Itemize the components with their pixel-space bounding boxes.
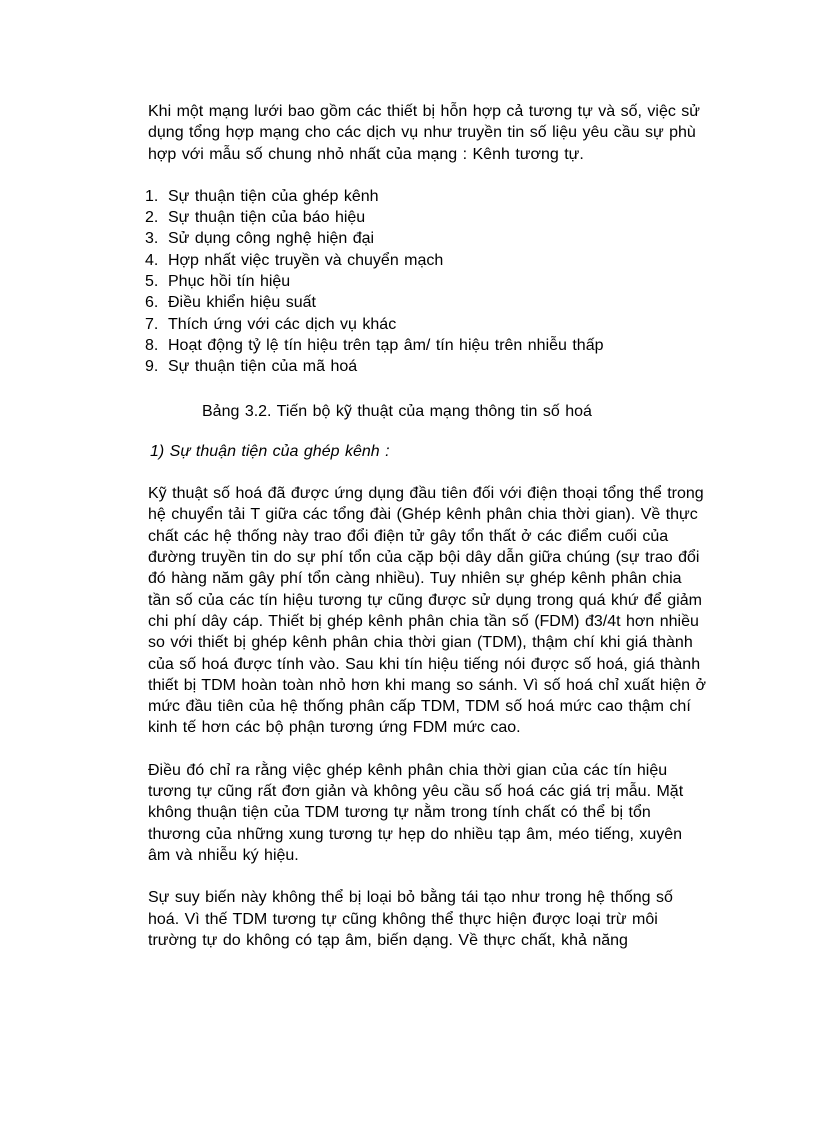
list-item [145, 292, 708, 313]
list-item [145, 228, 708, 249]
list-item-number: 1. [145, 187, 159, 205]
table-caption: Bảng 3.2. Tiến bộ kỹ thuật của mạng thông tin số hoá [202, 402, 592, 420]
list-item [145, 186, 708, 207]
feature-list [145, 186, 708, 378]
list-item-number: 4. [145, 251, 159, 269]
list-item-text: Hoạt động tỷ lệ tín hiệu trên tạp âm/ tín hiệu trên nhiễu thấp [168, 336, 604, 354]
list-item [145, 271, 708, 292]
list-item [145, 314, 708, 335]
list-item-text: Sự thuận tiện của mã hoá [168, 358, 358, 376]
list-item-text: Sử dụng công nghệ hiện đại [168, 230, 375, 248]
document-page [145, 101, 708, 951]
list-item-number: 5. [145, 273, 159, 291]
list-item [145, 335, 708, 356]
list-item-text: Hợp nhất việc truyền và chuyển mạch [168, 251, 444, 269]
list-item [145, 207, 708, 228]
list-item-text: Thích ứng với các dịch vụ khác [168, 315, 397, 333]
intro-paragraph: Khi một mạng lưới bao gồm các thiết bị hỗn hợp cả tương tự và số, việc sử dụng tổng hợp mạng cho các dịch vụ như truyền tin số liệu yêu cầu sự phù hợp với mẫu số chung nhỏ nhất của mạng : Kênh tương tự. [148, 103, 701, 163]
section-heading: 1) Sự thuận tiện của ghép kênh : [150, 442, 390, 460]
body-paragraph: Sự suy biến này không thể bị loại bỏ bằng tái tạo như trong hệ thống số hoá. Vì thế TDM tương tự cũng không thể thực hiện được loại trừ môi trường tự do không có tạp âm, biến dạng. Về thực chất, khả năng [148, 889, 673, 949]
list-item [145, 356, 708, 377]
list-item-number: 8. [145, 336, 159, 354]
list-item [145, 250, 708, 271]
list-item-number: 7. [145, 315, 159, 333]
list-item-text: Điều khiển hiệu suất [168, 294, 316, 312]
list-item-number: 6. [145, 294, 159, 312]
list-item-number: 9. [145, 358, 159, 376]
list-item-text: Sự thuận tiện của ghép kênh [168, 187, 379, 205]
body-paragraph: Kỹ thuật số hoá đã được ứng dụng đầu tiên đối với điện thoại tổng thể trong hệ chuyển tải T giữa các tổng đài (Ghép kênh phân chia thời gian). Về thực chất các hệ thống này trao đổi điện tử gây tổn thất ở các điểm cuối của đường truyền tin do sự phí tổn của cặp bội dây dẫn giữa chúng (sự trao đổi đó hàng năm gây phí tổn càng nhiều). Tuy nhiên sự ghép kênh phân chia tần số của các tín hiệu tương tự cũng được sử dụng trong quá khứ để giảm chi phí dây cáp. Thiết bị ghép kênh phân chia tần số (FDM) đ3/4t hơn nhiều so với thiết bị ghép kênh phân chia thời gian (TDM), thậm chí khi giá thành của số hoá được tính vào. Sau khi tín hiệu tiếng nói được số hoá, giá thành thiết bị TDM hoàn toàn nhỏ hơn khi mang so sánh. Vì số hoá chỉ xuất hiện ở mức đầu tiên của hệ thống phân cấp TDM, TDM số hoá mức cao thậm chí kinh tế hơn các bộ phận tương ứng FDM mức cao. [148, 485, 707, 737]
list-item-text: Phục hồi tín hiệu [168, 273, 291, 291]
list-item-number: 2. [145, 209, 159, 227]
list-item-number: 3. [145, 230, 159, 248]
list-item-text: Sự thuận tiện của báo hiệu [168, 209, 366, 227]
body-paragraph: Điều đó chỉ ra rằng việc ghép kênh phân chia thời gian của các tín hiệu tương tự cũng rất đơn giản và không yêu cầu số hoá các giá trị mẫu. Mặt không thuận tiện của TDM tương tự nằm trong tính chất có thể bị tổn thương của những xung tương tự hẹp do nhiều tạp âm, méo tiếng, xuyên âm và nhiễu ký hiệu. [148, 761, 684, 864]
